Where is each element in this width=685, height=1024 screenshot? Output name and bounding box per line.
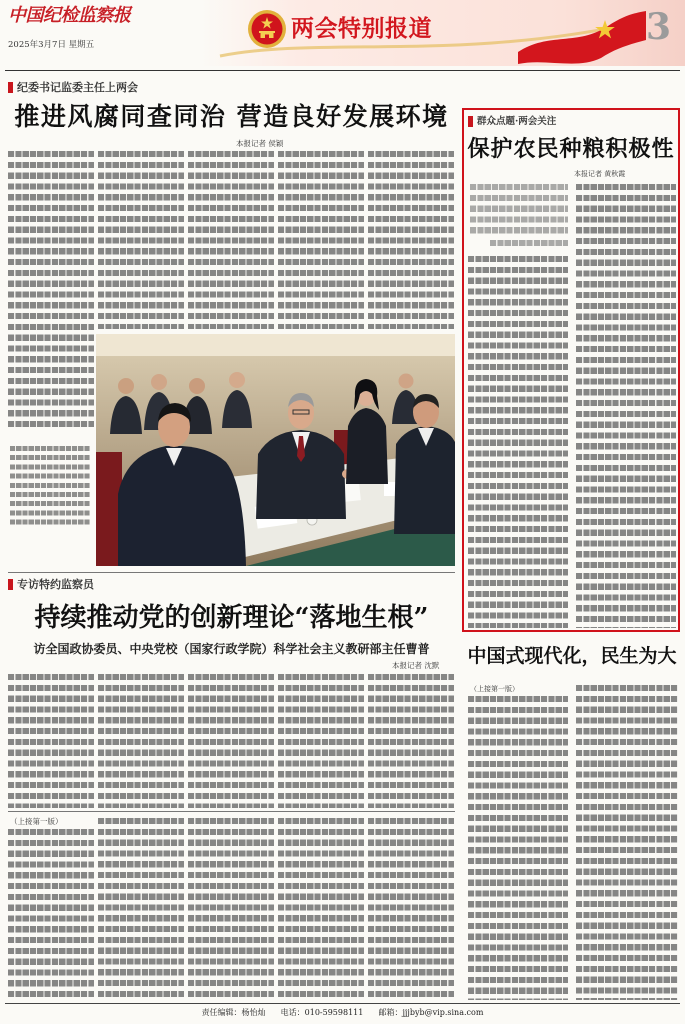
article-body-column (98, 818, 184, 1000)
article-body-column (8, 829, 94, 1000)
section-tag (8, 81, 138, 94)
section-marker (468, 116, 473, 127)
emblem-gate-roof (259, 31, 275, 33)
attendee-body (346, 408, 388, 484)
section-divider (8, 811, 455, 812)
feature-section-tag (468, 115, 556, 128)
feature-section-tag-label: 群众点题·两会关注 (477, 116, 557, 127)
issue-date: 2025年3月7日 星期五 (8, 40, 95, 50)
attendee-head (151, 374, 167, 390)
article-body-column (368, 818, 454, 1000)
byline-interview: 本报记者 沈默 (392, 661, 440, 670)
national-emblem-icon (247, 9, 287, 49)
article-body-column (98, 674, 184, 808)
article-body-column (468, 696, 568, 1000)
byline-feature: 本报记者 黄秋霞 (574, 170, 626, 178)
section-divider (8, 572, 455, 573)
footer-rule (5, 1003, 680, 1004)
section-marker (8, 82, 13, 93)
article-body-column (8, 151, 94, 432)
page-header (0, 0, 685, 72)
article-body-column (368, 151, 454, 329)
meeting-photo (96, 334, 455, 566)
article-body-column (468, 256, 568, 628)
article-body-column (188, 674, 274, 808)
special-report-title: 两会特别报道 (291, 15, 432, 42)
continued-label: （上接第一版） (470, 685, 519, 693)
article-body-column (188, 818, 274, 1000)
article-body-column (278, 151, 364, 329)
article-body-column (368, 674, 454, 808)
header-rule (5, 70, 680, 71)
footer-info (0, 1008, 685, 1018)
feature-intro-attribution (490, 240, 568, 248)
article-body-column (278, 674, 364, 808)
emblem-gate-door (265, 35, 269, 39)
article-body-column (98, 151, 184, 329)
section-marker (8, 579, 13, 590)
subheadline-interview: 访全国政协委员、中央党校（国家行政学院）科学社会主义教研部主任曹普 (33, 642, 430, 656)
section-tag (8, 578, 94, 591)
footer-phone: 电话：010-59598111 (280, 1008, 364, 1017)
section-tag-label: 纪委书记监委主任上两会 (17, 81, 138, 94)
photo-caption (10, 446, 90, 528)
article-body-column (576, 184, 676, 628)
headline-top-article: 推进风腐同查同治 营造良好发展环境 (14, 102, 449, 131)
headline-livelihood: 中国式现代化，民生为大 (467, 645, 677, 667)
attendee-head (189, 378, 205, 394)
attendee-head (229, 372, 245, 388)
masthead: 中国纪检监察报 (8, 5, 131, 26)
headline-interview: 持续推动党的创新理论“落地生根” (34, 603, 429, 633)
footer-editor: 责任编辑：杨怡灿 (201, 1008, 266, 1017)
headline-feature: 保护农民种粮积极性 (467, 136, 675, 162)
attendee-head (399, 374, 414, 389)
article-body-column (576, 685, 678, 1000)
attendee-body (118, 446, 246, 566)
article-body-column (278, 818, 364, 1000)
article-body-column (188, 151, 274, 329)
footer-email: 邮箱：jjjbyb@vip.sina.com (378, 1008, 484, 1017)
article-body-column (8, 674, 94, 808)
attendee-head (118, 378, 134, 394)
continued-label: （上接第一版） (10, 817, 63, 826)
photo-wall-panel (96, 334, 455, 356)
page-number: 3 (646, 6, 672, 48)
feature-intro (470, 184, 568, 238)
byline-top-article: 本报记者 侯颖 (236, 139, 284, 148)
section-tag-label: 专访特约监察员 (17, 578, 94, 591)
